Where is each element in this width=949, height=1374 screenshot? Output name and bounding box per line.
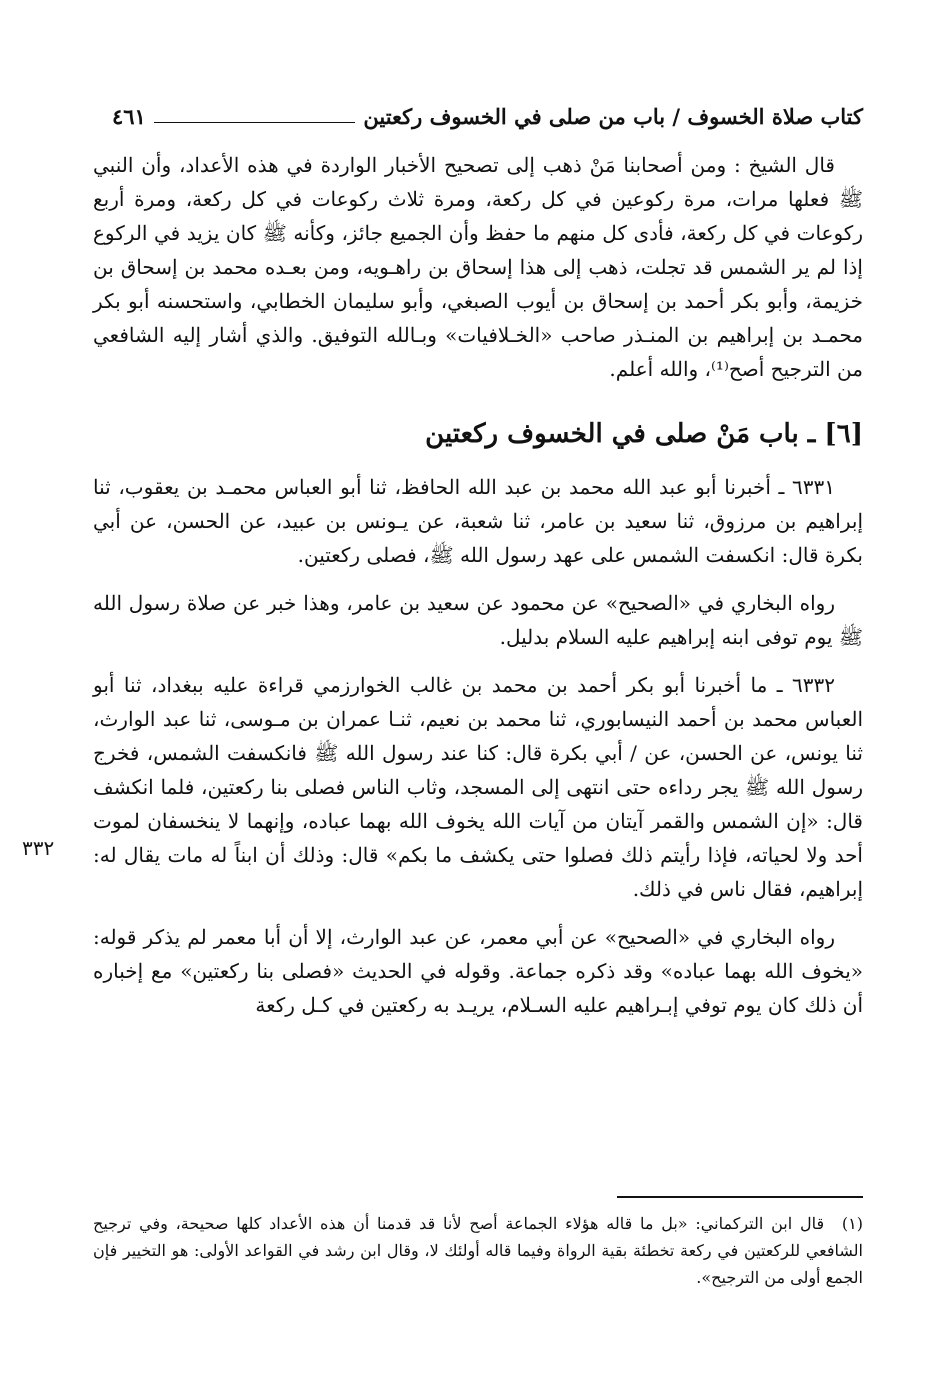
running-header: [112, 96, 863, 136]
footnote-marker: (١): [841, 1214, 863, 1233]
hadith-6331-paragraph: ٦٣٣١ ـ أخبرنا أبو عبد الله محمد بن عبد الله الحافظ، ثنا أبو العباس محمـد بن يعقوب، ثنا إبراهيم بن مرزوق، ثنا سعيد بن عامر، ثنا شعبة، عن يـونس بن عبيد، عن الحسن، عن أبي بكرة قال: انكسفت الشمس على عهد رسول الله ﷺ، فصلى ركعتين.: [93, 475, 863, 567]
margin-reference-number: ٣٣٢: [22, 836, 55, 860]
main-text: [93, 148, 863, 1022]
page-number: ٤٦١: [112, 103, 146, 129]
hadith-6332-paragraph: ٦٣٣٢ ـ ما أخبرنا أبو بكر أحمد بن محمد بن غالب الخوارزمي قراءة عليه ببغداد، ثنا أبو العباس محمد بن أحمد النيسابوري، ثنا محمد بن نعيم، ثنـا عمران بن مـوسى، ثنا عبد الوارث، ثنا يونس، عن الحسن، عن / أبي بكرة قال: كنا عند رسول الله ﷺ فانكسفت الشمس، فخرج رسول الله ﷺ يجر رداءه حتى انتهى إلى المسجد، وثاب الناس فصلى بنا ركعتين، فلما انكشف قال: «إن الشمس والقمر آيتان من آيات الله يخوف الله بهما عباده، وإنهما لا ينخسفان لموت أحد ولا لحياته، فإذا رأيتم ذلك فصلوا حتى يكشف ما بكم» قال: وذلك أن ابناً له مات يقال له: إبراهيم، فقال ناس في ذلك.: [93, 673, 863, 901]
footnote-rule: [617, 1196, 863, 1198]
footnote: [93, 1210, 863, 1291]
comment-6332-paragraph: رواه البخاري في «الصحيح» عن أبي معمر، عن عبد الوارث، إلا أن أبا معمر لم يذكر قوله: «يخوف الله بهما عباده» وقد ذكره جماعة. وقوله في الحديث «فصلى بنا ركعتين» مع إخباره أن ذلك كان يوم توفي إبـراهيم عليه السـلام، يريـد به ركعتين في كـل ركعة: [93, 925, 863, 1017]
section-heading: [٦] ـ باب مَنْ صلى في الخسوف ركعتين: [425, 419, 863, 449]
running-title: كتاب صلاة الخسوف / باب من صلى في الخسوف ركعتين: [363, 103, 863, 129]
footnote-text: قال ابن التركماني: «بل ما قاله هؤلاء الجماعة أصح لأنا قد قدمنا أن هذه الأعداد كلها صحيحة، وفي ترجيح الشافعي للركعتين في ركعة تخطئة بقية الرواة وفيما قاله أولئك لا، وقال ابن رشد في القواعد الأولى: هو التخيير فإن الجمع أولى من الترجيح».: [93, 1214, 863, 1287]
intro-paragraph: قال الشيخ : ومن أصحابنا مَنْ ذهب إلى تصحيح الأخبار الواردة في هذه الأعداد، وأن النبي ﷺ فعلها مرات، مرة ركوعين في كل ركعة، ومرة ثلاث ركوعات في كل ركعة، ومرة أربع ركوعات في كل ركعة، فأدى كل منهم ما حفظ وأن الجميع جائز، وكأنه ﷺ كان يزيد في الركوع إذا لم ير الشمس قد تجلت، ذهب إلى هذا إسحاق بن راهـويه، ومن بعـده محمد بن إسحاق بن خزيمة، وأبو بكر أحمد بن إسحاق بن أيوب الصبغي، وأبو سليمان الخطابي، واستحسنه أبو بكر محمـد بن إبراهيم بن المنـذر صاحب «الخـلافيات» وبـالله التوفيق. والذي أشار إليه الشافعي من الترجيح أصح⁽¹⁾، والله أعلم.: [93, 153, 863, 381]
header-rule: [154, 122, 356, 123]
comment-6331-paragraph: رواه البخاري في «الصحيح» عن محمود عن سعيد بن عامر، وهذا خبر عن صلاة رسول الله ﷺ يوم توفى ابنه إبراهيم عليه السلام بدليل.: [93, 591, 863, 649]
